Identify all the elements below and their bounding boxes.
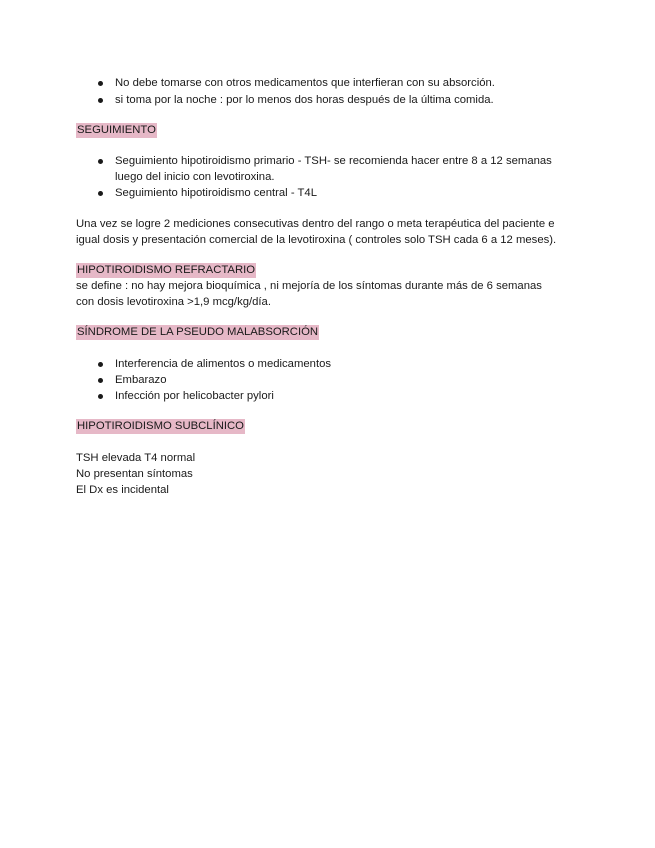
paragraph-line: El Dx es incidental bbox=[76, 484, 169, 496]
paragraph-line: Una vez se logre 2 mediciones consecutivas dentro del rango o meta terapéutica del paciente e bbox=[76, 218, 555, 230]
list-item-text: si toma por la noche : por lo menos dos horas después de la última comida. bbox=[115, 94, 494, 106]
paragraph-line: igual dosis y presentación comercial de la levotiroxina ( controles solo TSH cada 6 a 12 meses). bbox=[76, 234, 557, 246]
section-heading-seguimiento: SEGUIMIENTO bbox=[77, 124, 156, 136]
list-item-text-continued: luego del inicio con levotiroxina. bbox=[115, 171, 275, 183]
section-heading-subclinico: HIPOTIROIDISMO SUBCLÍNICO bbox=[77, 420, 244, 432]
bullet-dot bbox=[98, 362, 103, 367]
bullet-dot bbox=[98, 98, 103, 103]
paragraph-line: No presentan síntomas bbox=[76, 468, 193, 480]
list-item-text: Infección por helicobacter pylori bbox=[115, 390, 274, 402]
paragraph-line: con dosis levotiroxina >1,9 mcg/kg/día. bbox=[76, 296, 271, 308]
list-item-text: Seguimiento hipotiroidismo primario - TSH- se recomienda hacer entre 8 a 12 semanas bbox=[115, 155, 552, 167]
section-heading-refractario: HIPOTIROIDISMO REFRACTARIO bbox=[77, 264, 256, 276]
list-item-text: No debe tomarse con otros medicamentos que interfieran con su absorción. bbox=[115, 77, 495, 89]
bullet-dot bbox=[98, 191, 103, 196]
paragraph-line: TSH elevada T4 normal bbox=[76, 452, 196, 464]
list-item-text: Embarazo bbox=[115, 374, 167, 386]
bullet-dot bbox=[98, 378, 103, 383]
paragraph-line: se define : no hay mejora bioquímica , ni mejoría de los síntomas durante más de 6 semanas bbox=[76, 280, 542, 292]
bullet-dot bbox=[98, 81, 103, 86]
list-item-text: Seguimiento hipotiroidismo central - T4L bbox=[115, 187, 317, 199]
list-item-text: Interferencia de alimentos o medicamentos bbox=[115, 358, 332, 370]
bullet-dot bbox=[98, 394, 103, 399]
section-heading-pseudo-malabsorcion: SÍNDROME DE LA PSEUDO MALABSORCIÓN bbox=[77, 326, 319, 338]
bullet-dot bbox=[98, 159, 103, 164]
